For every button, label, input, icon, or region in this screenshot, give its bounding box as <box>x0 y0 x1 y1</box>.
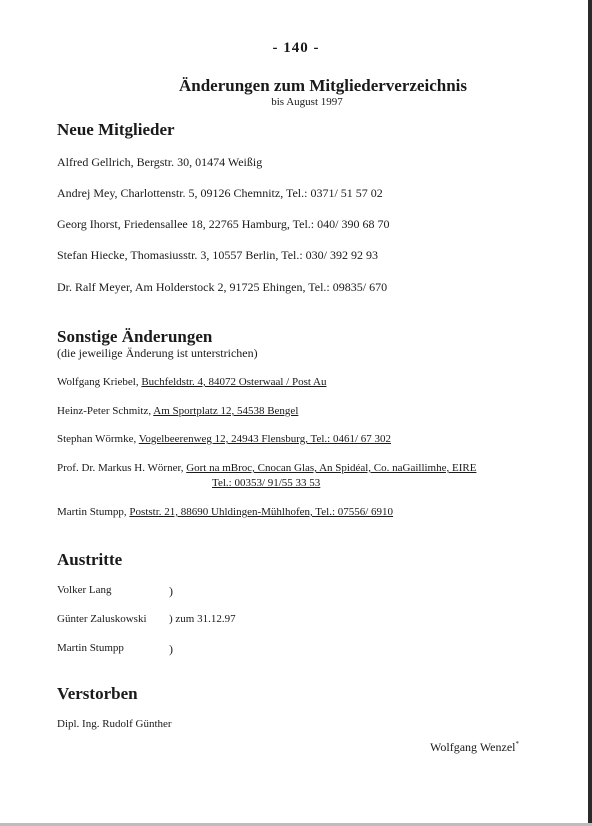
withdrawal-brace-bottom: ) <box>169 642 173 656</box>
page-number: - 140 - <box>272 40 320 56</box>
withdrawal-entry: Volker Lang <box>57 584 112 596</box>
change-entry <box>57 376 327 388</box>
change-entry-name: Martin Stumpp, <box>57 506 127 518</box>
change-entry-detail-continued: Tel.: 00353/ 91/55 33 53 <box>212 477 321 489</box>
change-entry <box>57 405 298 417</box>
change-entry <box>57 506 393 518</box>
new-members-heading: Neue Mitglieder <box>57 120 175 139</box>
change-entry <box>57 462 476 474</box>
change-entry-detail: Poststr. 21, 88690 Uhldingen-Mühlhofen, Tel.: 07556/ 6910 <box>129 506 394 518</box>
new-member-entry: Alfred Gellrich, Bergstr. 30, 01474 Weißig <box>57 155 263 169</box>
new-member-entry: Georg Ihorst, Friedensallee 18, 22765 Hamburg, Tel.: 040/ 390 68 70 <box>57 217 390 231</box>
change-entry-name: Heinz-Peter Schmitz, <box>57 405 152 417</box>
deceased-heading: Verstorben <box>57 684 138 703</box>
change-entry <box>57 433 391 445</box>
signature-name: Wolfgang Wenzel <box>430 740 516 754</box>
change-entry-detail: Buchfeldstr. 4, 84072 Osterwaal / Post Au <box>141 376 327 388</box>
new-member-entry: Stefan Hiecke, Thomasiusstr. 3, 10557 Berlin, Tel.: 030/ 392 92 93 <box>57 248 379 262</box>
change-entry-name: Prof. Dr. Markus H. Wörner, <box>57 462 184 474</box>
change-entry-name: Wolfgang Kriebel, <box>57 376 139 388</box>
scan-edge-right <box>588 0 592 826</box>
change-entry-detail: Gort na mBroc, Cnocan Glas, An Spidéal, Co. naGaillimhe, EIRE <box>186 462 477 474</box>
change-entry-detail: Am Sportplatz 12, 54538 Bengel <box>153 405 299 417</box>
change-entry-detail: Vogelbeerenweg 12, 24943 Flensburg, Tel.: 0461/ 67 302 <box>138 433 392 445</box>
change-entry-name: Stephan Wörmke, <box>57 433 137 445</box>
other-changes-note: (die jeweilige Änderung ist unterstrichen) <box>57 346 258 360</box>
withdrawal-date: ) zum 31.12.97 <box>169 613 236 625</box>
signature-mark: * <box>515 740 519 748</box>
page-subtitle: bis August 1997 <box>271 96 343 108</box>
deceased-entry: Dipl. Ing. Rudolf Günther <box>57 718 172 730</box>
withdrawals-heading: Austritte <box>57 550 123 569</box>
withdrawal-entry: Martin Stumpp <box>57 642 124 654</box>
new-member-entry: Andrej Mey, Charlottenstr. 5, 09126 Chemnitz, Tel.: 0371/ 51 57 02 <box>57 186 383 200</box>
withdrawal-brace-top: ) <box>169 584 173 598</box>
other-changes-heading: Sonstige Änderungen <box>57 327 213 346</box>
signature <box>430 740 519 755</box>
page-title: Änderungen zum Mitgliederverzeichnis <box>178 76 467 95</box>
withdrawal-entry: Günter Zaluskowski <box>57 613 147 625</box>
new-member-entry: Dr. Ralf Meyer, Am Holderstock 2, 91725 Ehingen, Tel.: 09835/ 670 <box>57 280 388 294</box>
